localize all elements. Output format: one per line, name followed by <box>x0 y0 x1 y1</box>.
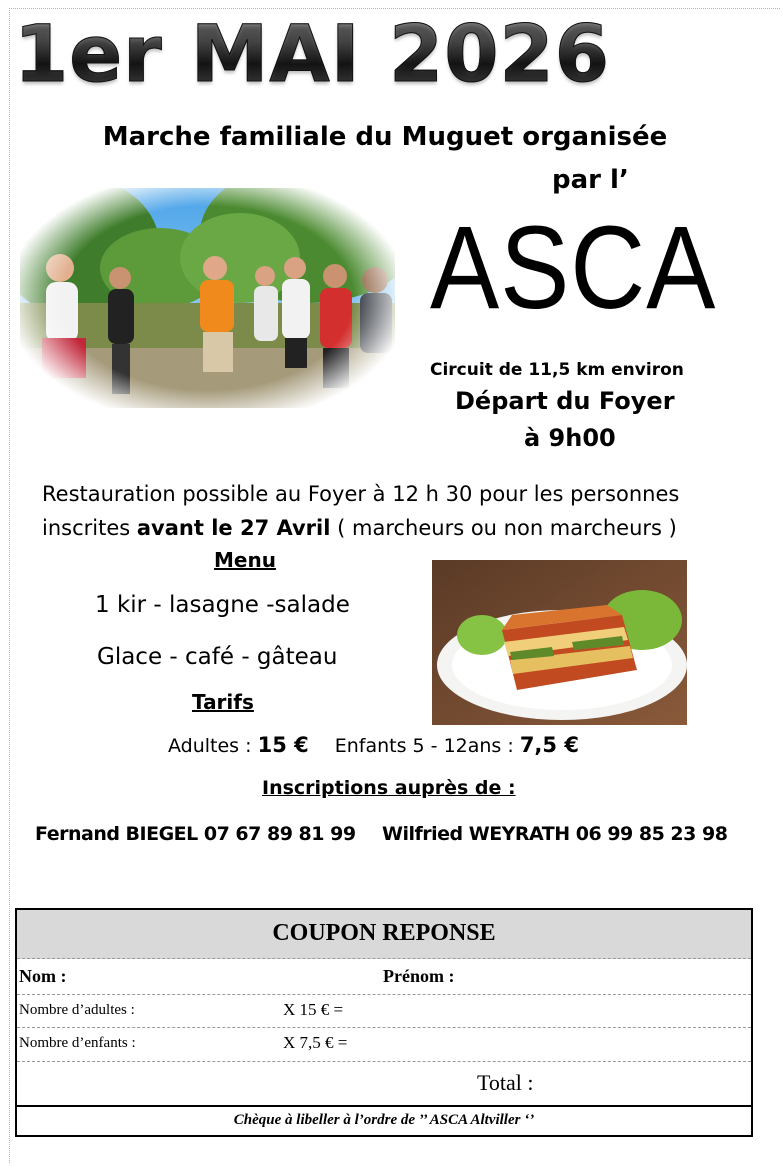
adult-price-label: Adultes : <box>168 735 258 757</box>
coupon-adults-calc: X 15 € = <box>283 1000 344 1019</box>
coupon-header <box>17 910 751 959</box>
menu-heading: Menu <box>214 548 276 572</box>
coupon-footer-divider <box>17 1105 751 1107</box>
departure-time: à 9h00 <box>524 424 616 452</box>
restauration-line-1: Restauration possible au Foyer à 12 h 30 pour les personnes <box>42 482 680 506</box>
inscriptions-heading: Inscriptions auprès de : <box>262 777 516 799</box>
tarifs-heading: Tarifs <box>192 690 254 714</box>
coupon-children-calc: X 7,5 € = <box>283 1033 348 1052</box>
coupon-cheque-note: Chèque à libeller à l’ordre de ’’ ASCA Altviller ‘’ <box>233 1112 535 1128</box>
coupon-total-label: Total : <box>477 1070 534 1095</box>
child-price: 7,5 € <box>519 733 579 757</box>
organizer-name: ASCA <box>430 202 717 334</box>
coupon-row-divider <box>17 994 751 995</box>
event-date-title: 1er MAI 2026 <box>14 10 734 100</box>
coupon-nom-label: Nom : <box>19 966 67 986</box>
event-subtitle-continued: par l’ <box>552 165 629 195</box>
prices-line <box>168 733 579 757</box>
coupon-title: COUPON REPONSE <box>272 920 496 946</box>
adult-price: 15 € <box>257 733 309 757</box>
coupon-row-divider <box>17 1061 751 1062</box>
contact-wilfried: Wilfried WEYRATH 06 99 85 23 98 <box>382 823 728 845</box>
coupon-children-label: Nombre d’enfants : <box>19 1035 136 1051</box>
departure-place: Départ du Foyer <box>455 387 675 415</box>
coupon-row-divider <box>17 1027 751 1028</box>
event-subtitle: Marche familiale du Muguet organisée <box>102 122 668 152</box>
walkers-photo <box>20 188 395 408</box>
restauration-suffix: ( marcheurs ou non marcheurs ) <box>330 516 677 540</box>
restauration-prefix: inscrites <box>42 516 137 540</box>
menu-line-1: 1 kir - lasagne -salade <box>95 592 350 618</box>
reply-coupon <box>15 908 753 1137</box>
coupon-prenom-label: Prénom : <box>383 966 455 986</box>
menu-line-2: Glace - café - gâteau <box>97 644 338 670</box>
contact-fernand: Fernand BIEGEL 07 67 89 81 99 <box>35 823 356 845</box>
restauration-deadline: avant le 27 Avril <box>136 516 331 540</box>
lasagna-photo <box>432 560 687 725</box>
child-price-label: Enfants 5 - 12ans : <box>334 735 520 757</box>
circuit-distance: Circuit de 11,5 km environ <box>430 360 684 380</box>
restauration-line-2 <box>42 516 677 540</box>
coupon-adults-label: Nombre d’adultes : <box>19 1002 135 1018</box>
